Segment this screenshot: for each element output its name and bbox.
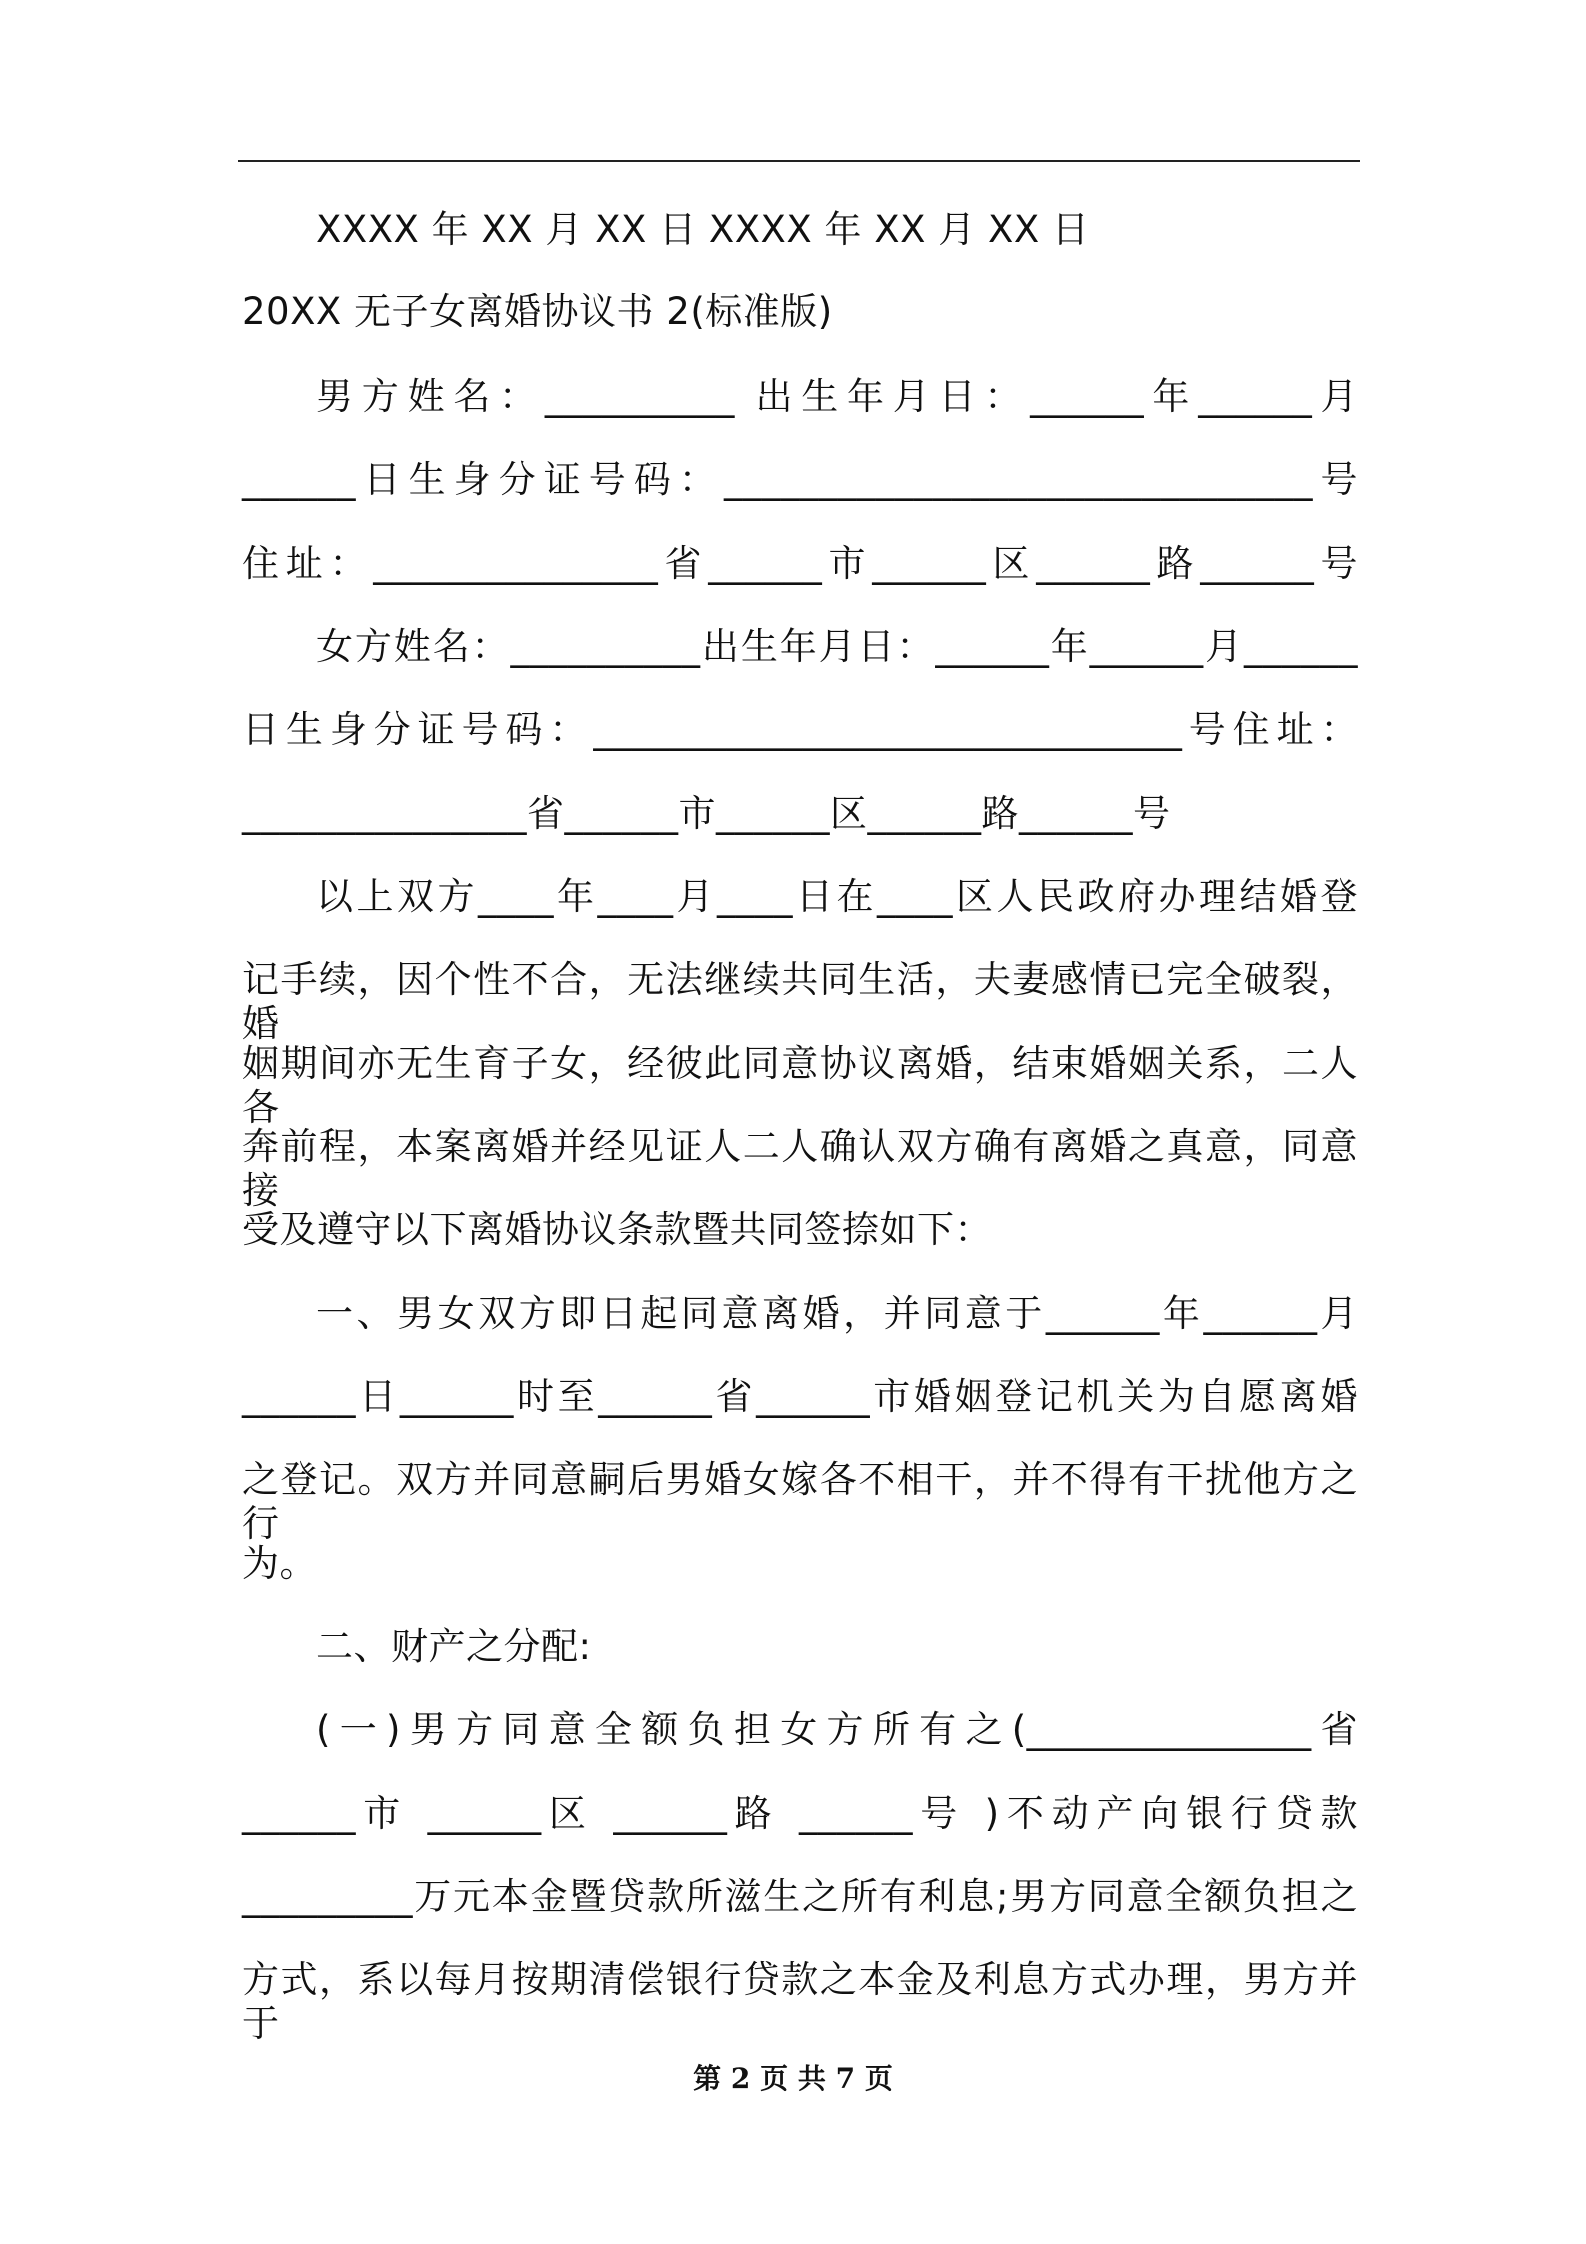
header-rule xyxy=(238,160,1360,162)
paragraph-line: 姻期间亦无生育子女，经彼此同意协议离婚，结束婚姻关系，二人各 xyxy=(242,1042,1358,1129)
male-address-line: 住址：_______________省______市______区______路______号 xyxy=(242,542,1358,585)
clause-one-line: 之登记。双方并同意嗣后男婚女嫁各不相干，并不得有干扰他方之行 xyxy=(242,1458,1358,1545)
female-name-birth-line: 女方姓名：__________出生年月日：______年______月______ xyxy=(316,625,1358,668)
page-number-footer: 第 2 页 共 7 页 xyxy=(693,2062,893,2095)
clause-two-heading: 二、财产之分配: xyxy=(316,1625,592,1668)
property-clause-line: _________万元本金暨贷款所滋生之所有利息;男方同意全额负担之 xyxy=(242,1875,1358,1918)
clause-one-line: 一、男女双方即日起同意离婚，并同意于______年______月 xyxy=(316,1292,1358,1335)
female-id-address-line: 日生身分证号码：_______________________________号住址： xyxy=(242,708,1358,751)
property-clause-line: ______市 ______区 ______路 ______号 )不动产向银行贷款 xyxy=(242,1792,1358,1835)
document-title: 20XX 无子女离婚协议书 2(标准版) xyxy=(242,290,833,333)
paragraph-line: 以上双方____年____月____日在____区人民政府办理结婚登 xyxy=(316,875,1358,918)
signature-date-line: XXXX 年 XX 月 XX 日 XXXX 年 XX 月 XX 日 xyxy=(316,208,1090,251)
property-clause-line: 方式，系以每月按期清偿银行贷款之本金及利息方式办理，男方并于 xyxy=(242,1958,1358,2045)
male-name-birth-line: 男方姓名：__________ 出生年月日：______年______月 xyxy=(316,375,1358,418)
female-address-line: _______________省______市______区______路______号 xyxy=(242,792,1171,835)
clause-one-line: ______日______时至______省______市婚姻登记机关为自愿离婚 xyxy=(242,1375,1358,1418)
paragraph-line: 奔前程，本案离婚并经见证人二人确认双方确有离婚之真意，同意接 xyxy=(242,1125,1358,1212)
property-clause-line: (一)男方同意全额负担女方所有之(_______________省 xyxy=(316,1708,1358,1751)
clause-one-line: 为。 xyxy=(242,1542,317,1585)
male-id-line: ______日生身分证号码：_______________________________号 xyxy=(242,458,1358,501)
paragraph-line: 记手续，因个性不合，无法继续共同生活，夫妻感情已完全破裂，婚 xyxy=(242,958,1358,1045)
paragraph-line: 受及遵守以下离婚协议条款暨共同签捺如下： xyxy=(242,1208,992,1251)
